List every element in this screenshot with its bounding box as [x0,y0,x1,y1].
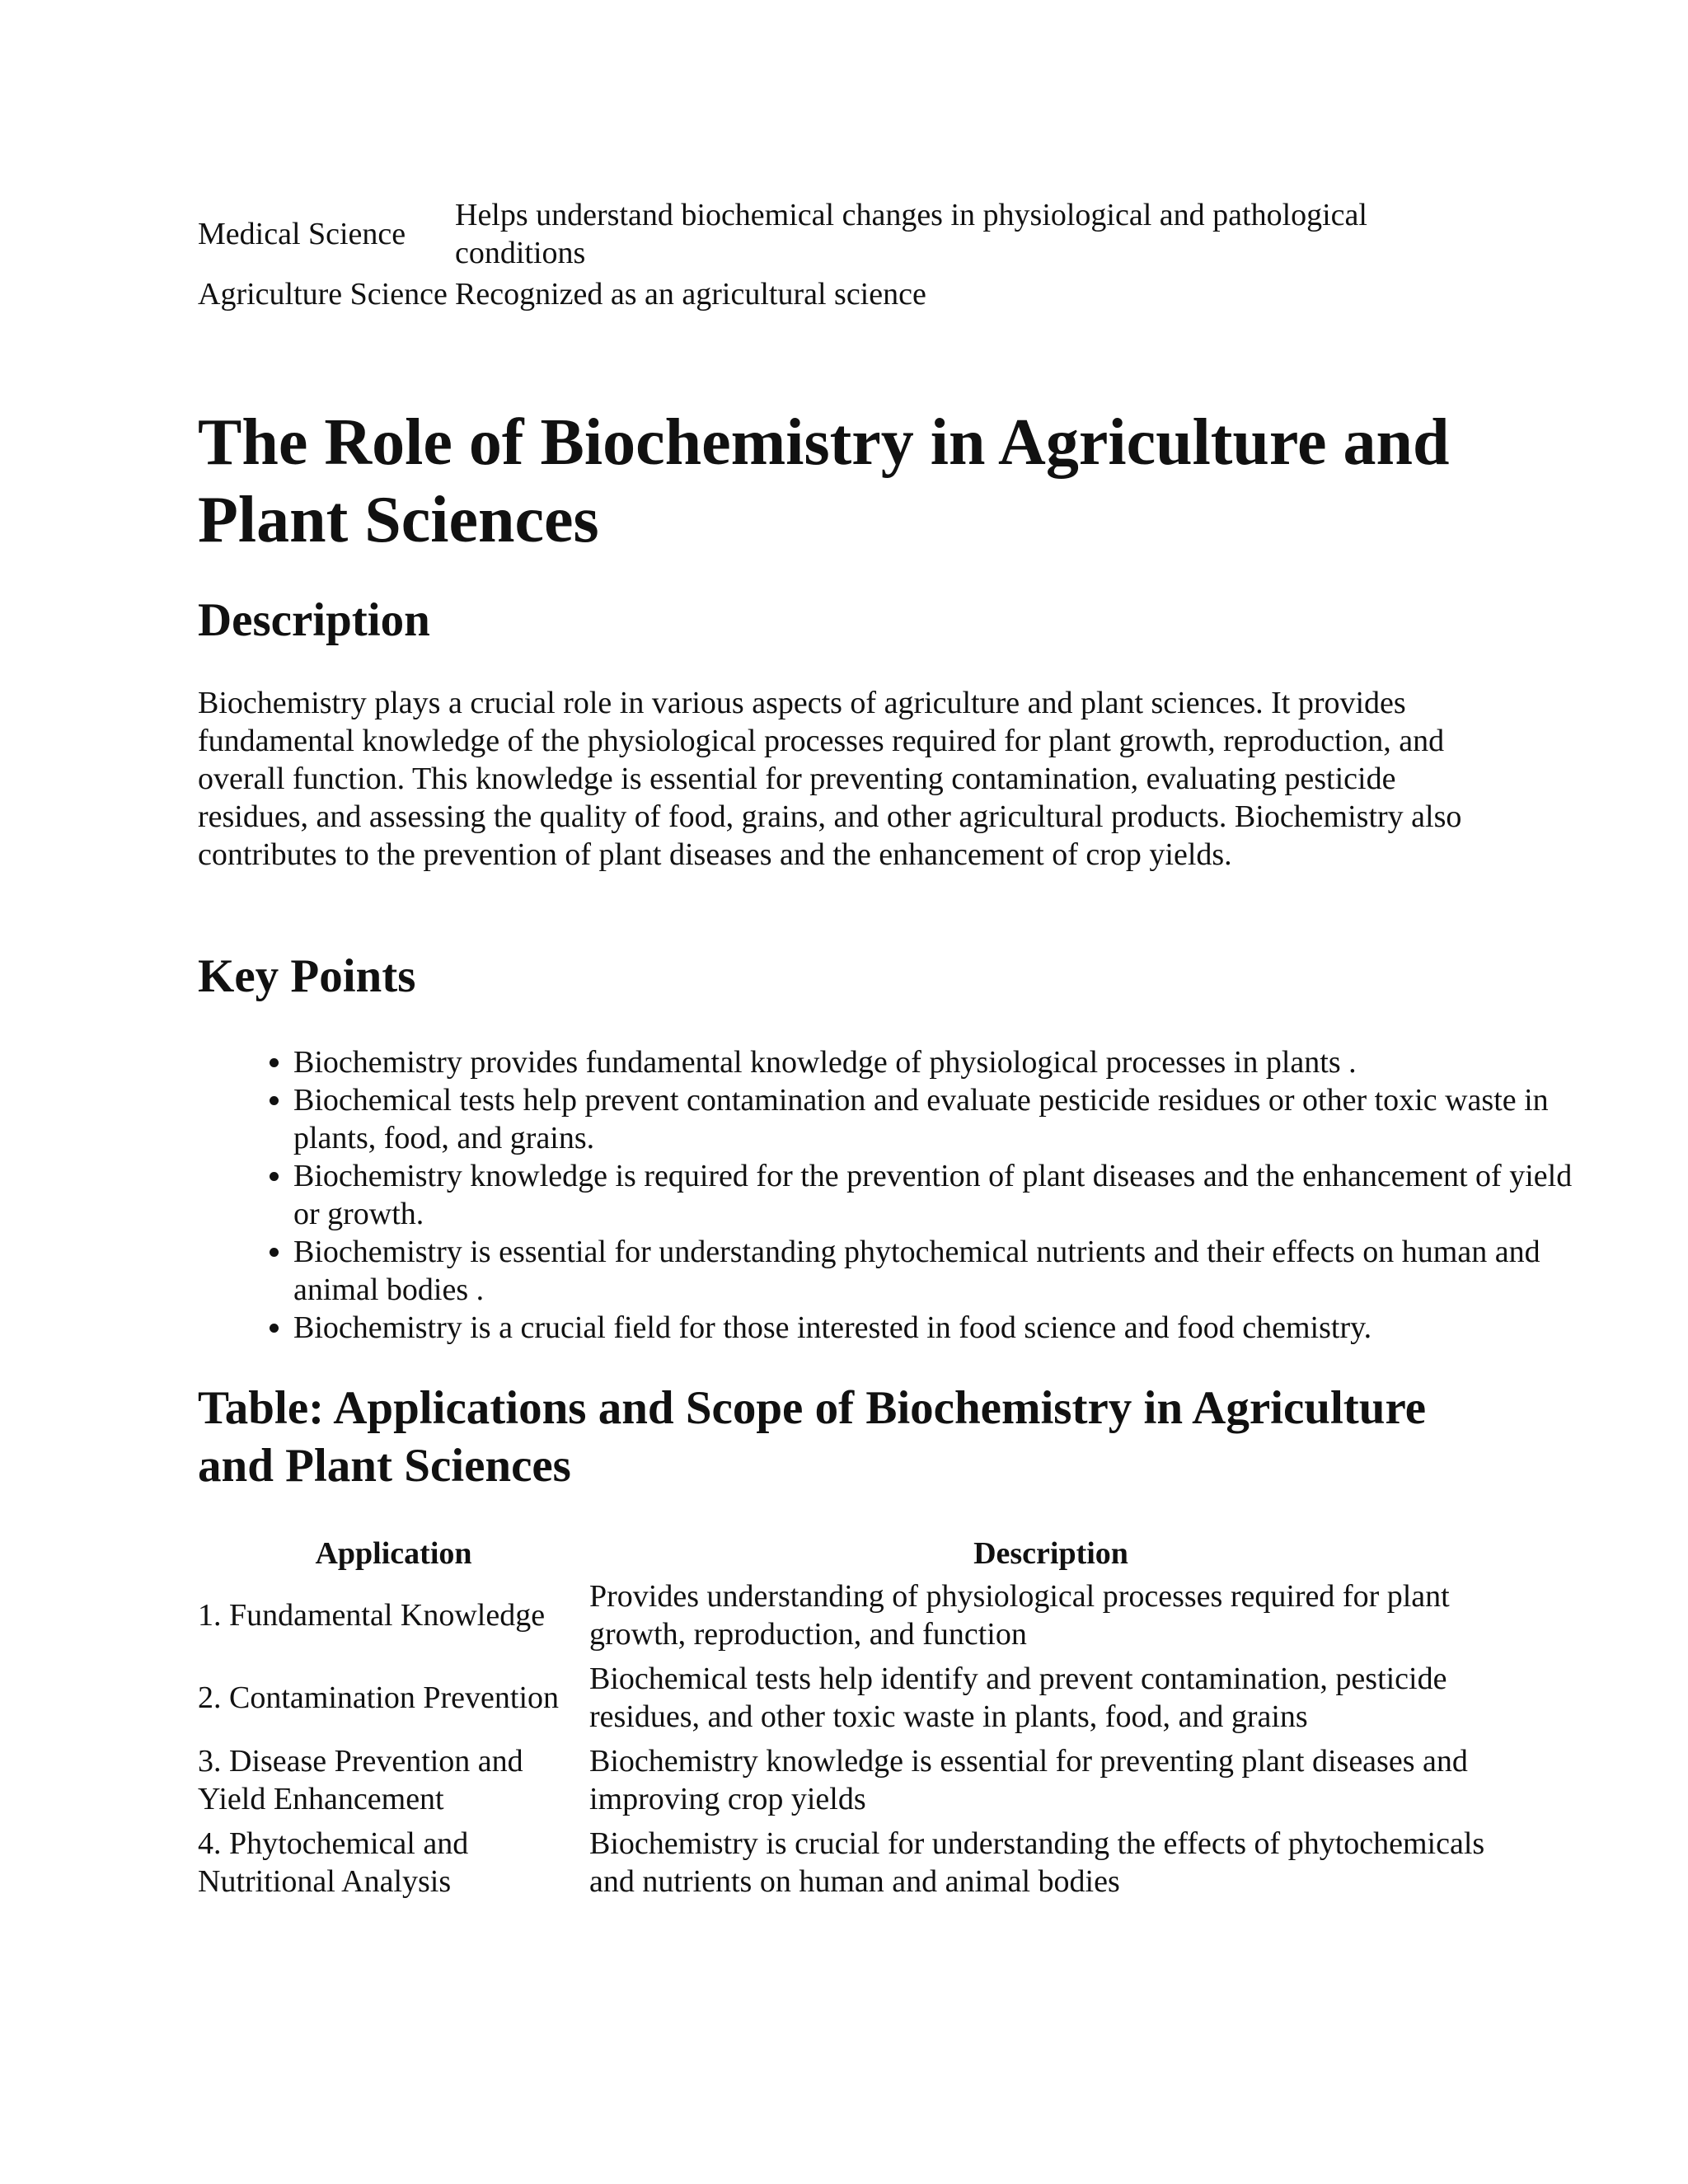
table-cell-note: Helps understand biochemical changes in physiological and pathological conditions [455,198,1367,270]
table-cell-description: Biochemistry knowledge is essential for preventing plant diseases and improving crop yields [589,1744,1468,1816]
list-item: • Biochemical tests help prevent contamination and evaluate pesticide residues or other toxic waste in plants, food, and grains. [293,1081,1579,1157]
applications-table-heading: Table: Applications and Scope of Biochemistry in Agriculture and Plant Sciences [198,1382,1427,1492]
table-cell-application: 1. Fundamental Knowledge [198,1598,546,1633]
column-header-application: Application [315,1536,472,1571]
description-heading: Description [198,594,430,646]
key-points-heading: Key Points [198,950,416,1002]
key-points-list [198,1043,1579,1347]
table-row [198,196,1444,275]
table-cell-description: Biochemistry is crucial for understanding the effects of phytochemicals and nutrients on human and animal bodies [589,1826,1485,1899]
list-item: • Biochemistry is essential for understanding phytochemical nutrients and their effects on human and animal bodies . [293,1233,1579,1309]
list-item: • Biochemistry provides fundamental knowledge of physiological processes in plants . [293,1043,1579,1081]
scope-table-continuation [198,196,1444,316]
list-item: • Biochemistry knowledge is required for the prevention of plant diseases and the enhancement of yield or growth. [293,1157,1579,1233]
page-title: The Role of Biochemistry in Agriculture and Plant Sciences [198,406,1450,556]
table-cell-application: 3. Disease Prevention and Yield Enhancement [198,1744,523,1816]
table-cell-application: 4. Phytochemical and Nutritional Analysis [198,1826,469,1899]
table-cell-application: 2. Contamination Prevention [198,1680,560,1715]
table-row [198,1825,1512,1907]
table-header-row [198,1535,1512,1577]
table-cell-description: Biochemical tests help identify and prevent contamination, pesticide residues, and other toxic waste in plants, food, and grains [589,1661,1447,1734]
table-row [198,1742,1512,1825]
table-row [198,275,1444,316]
column-header-description: Description [973,1536,1128,1571]
table-cell-field: Agriculture Science [198,277,448,312]
description-paragraph: Biochemistry plays a crucial role in various aspects of agriculture and plant sciences. It provides fundamental knowledge of the physiological processes required for plant growth, reproduction, and overall function. This knowledge is essential for preventing contamination, evaluating pesticide residues, and assessing the quality of food, grains, and other agricultural products. Biochemistry also contributes to the prevention of plant diseases and the enhancement of crop yields. [198,686,1462,872]
table-cell-description: Provides understanding of physiological processes required for plant growth, reproduction, and function [589,1579,1450,1652]
table-row [198,1577,1512,1660]
table-cell-note: Recognized as an agricultural science [455,277,926,312]
list-item: • Biochemistry is a crucial field for those interested in food science and food chemistry. [293,1309,1579,1347]
applications-table [198,1535,1512,1907]
table-row [198,1660,1512,1742]
table-cell-field: Medical Science [198,217,406,251]
